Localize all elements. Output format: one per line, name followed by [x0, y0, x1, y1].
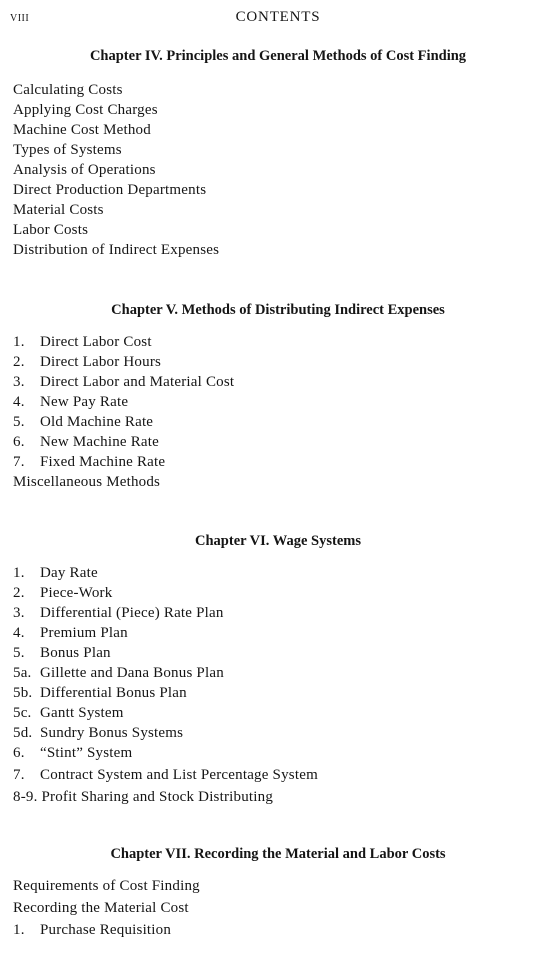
- contents-entry: [13, 414, 153, 431]
- entry-title: Gillette and Dana Bonus Plan: [40, 665, 224, 681]
- entry-number: 2.: [13, 354, 25, 370]
- contents-entry: [13, 565, 98, 582]
- entry-number: 3.: [13, 605, 25, 621]
- entry-number: 5b.: [13, 685, 33, 701]
- contents-entry: [13, 767, 318, 784]
- entry-title: Bonus Plan: [40, 645, 111, 661]
- entry-title: Profit Sharing and Stock Distributing: [41, 789, 274, 805]
- entry-title: Differential Bonus Plan: [40, 685, 187, 701]
- contents-entry: [13, 645, 111, 662]
- entry-number: 5d.: [13, 725, 33, 741]
- contents-entry: [13, 665, 224, 682]
- entry-number: 7.: [13, 767, 25, 783]
- contents-entry: [13, 705, 124, 722]
- contents-entry: [13, 725, 183, 742]
- contents-entry: Applying Cost Charges: [13, 102, 158, 118]
- chapter-heading: Chapter VII. Recording the Material and Labor Costs: [110, 846, 446, 862]
- contents-entry: [13, 745, 132, 762]
- entry-number: 6.: [13, 434, 25, 450]
- contents-entry: Machine Cost Method: [13, 122, 151, 138]
- page-number: VIII: [10, 13, 30, 24]
- contents-entry: [13, 374, 234, 391]
- contents-entry: [13, 585, 112, 602]
- entry-number: 5c.: [13, 705, 32, 721]
- entry-number: 4.: [13, 394, 25, 410]
- contents-entry: [13, 789, 273, 806]
- entry-title: Direct Labor Hours: [40, 354, 162, 370]
- contents-entry: [13, 334, 152, 351]
- contents-entry: Requirements of Cost Finding: [13, 878, 200, 894]
- entry-title: Premium Plan: [40, 625, 128, 641]
- entry-number: 1.: [13, 565, 25, 581]
- entry-title: New Pay Rate: [40, 394, 129, 410]
- contents-entry: Analysis of Operations: [13, 162, 156, 178]
- entry-number: 5.: [13, 645, 25, 661]
- entry-number: 7.: [13, 454, 25, 470]
- entry-number: 3.: [13, 374, 25, 390]
- contents-entry: [13, 434, 159, 451]
- entry-title: Contract System and List Percentage System: [40, 767, 318, 783]
- chapter-heading: Chapter IV. Principles and General Methods of Cost Finding: [89, 48, 467, 64]
- entry-title: Differential (Piece) Rate Plan: [40, 605, 224, 621]
- contents-entry: Direct Production Departments: [13, 182, 207, 198]
- entry-title: Piece-Work: [40, 585, 113, 601]
- contents-entry: [13, 685, 187, 702]
- entry-number: 8-9.: [13, 789, 38, 805]
- entry-title: Fixed Machine Rate: [40, 454, 166, 470]
- contents-entry: [13, 454, 165, 471]
- contents-entry: [13, 922, 171, 939]
- entry-title: Direct Labor and Material Cost: [40, 374, 235, 390]
- entry-number: 4.: [13, 625, 25, 641]
- entry-title: Day Rate: [40, 565, 98, 581]
- contents-entry: Types of Systems: [13, 142, 122, 158]
- entry-title: Old Machine Rate: [40, 414, 154, 430]
- chapter-heading: Chapter V. Methods of Distributing Indirect Expenses: [111, 302, 445, 318]
- entry-title: Sundry Bonus Systems: [40, 725, 184, 741]
- entry-number: 5.: [13, 414, 25, 430]
- contents-entry: [13, 354, 161, 371]
- contents-entry: Labor Costs: [13, 222, 89, 238]
- entry-title: Direct Labor Cost: [40, 334, 152, 350]
- contents-entry: Recording the Material Cost: [13, 900, 189, 916]
- contents-entry: Miscellaneous Methods: [13, 474, 161, 490]
- running-head: CONTENTS: [235, 9, 321, 25]
- contents-entry: Material Costs: [13, 202, 104, 218]
- entry-number: 1.: [13, 922, 25, 938]
- entry-number: 1.: [13, 334, 25, 350]
- entry-title: Gantt System: [40, 705, 124, 721]
- entry-title: New Machine Rate: [40, 434, 159, 450]
- contents-entry: [13, 394, 128, 411]
- contents-entry: Distribution of Indirect Expenses: [13, 242, 220, 258]
- contents-entry: [13, 605, 224, 622]
- contents-entry: [13, 625, 128, 642]
- chapter-heading: Chapter VI. Wage Systems: [195, 533, 361, 549]
- entry-number: 6.: [13, 745, 25, 761]
- entry-number: 2.: [13, 585, 25, 601]
- contents-entry: Calculating Costs: [13, 82, 123, 98]
- entry-title: Purchase Requisition: [40, 922, 172, 938]
- entry-number: 5a.: [13, 665, 32, 681]
- entry-title: “Stint” System: [40, 745, 133, 761]
